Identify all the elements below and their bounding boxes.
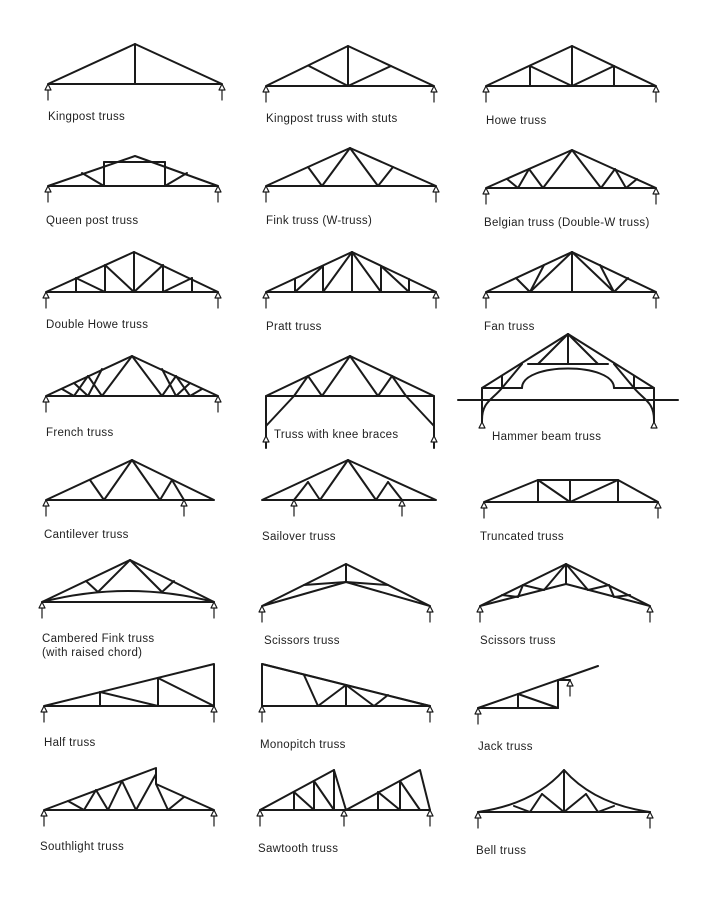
truss-sailover (258, 456, 498, 556)
truss-label: Jack truss (478, 741, 533, 753)
cambered-fink-truss-drawing (38, 556, 238, 636)
truss-monopitch (258, 660, 498, 760)
truss-belgian (478, 146, 718, 246)
truncated-truss-drawing (478, 456, 678, 536)
truss-sawtooth (254, 766, 494, 866)
bell-truss-drawing (474, 766, 674, 846)
truss-label: Scissors truss (264, 635, 340, 647)
half-truss-drawing (38, 660, 238, 740)
truss-label: Belgian truss (Double-W truss) (484, 217, 650, 229)
truss-bell (474, 766, 714, 866)
truss-label: Fink truss (W-truss) (266, 215, 373, 227)
pratt-truss-drawing (258, 250, 458, 330)
fan-truss-drawing (478, 250, 678, 330)
truss-label: Kingpost truss (48, 111, 126, 123)
truss-label: Fan truss (484, 321, 535, 333)
truss-truncated (478, 456, 718, 556)
truss-label: Truss with knee braces (274, 429, 399, 441)
french-truss-drawing (38, 354, 238, 434)
truss-scissors-1 (258, 560, 498, 660)
truss-label: Bell truss (476, 845, 527, 857)
truss-label: Kingpost truss with stuts (266, 113, 398, 125)
truss-label: Cantilever truss (44, 529, 129, 541)
truss-label: Sailover truss (262, 531, 336, 543)
truss-queen-post (38, 146, 278, 246)
truss-label: Queen post truss (46, 215, 139, 227)
truss-label: Monopitch truss (260, 739, 346, 751)
truss-jack (474, 662, 714, 762)
scissors-truss-2-drawing (478, 560, 678, 640)
truss-label: Southlight truss (40, 841, 125, 853)
truss-label: Half truss (44, 737, 96, 749)
truss-kingpost (38, 36, 278, 136)
truss-label: Double Howe truss (46, 319, 149, 331)
sailover-truss-drawing (258, 456, 458, 536)
jack-truss-drawing (474, 662, 674, 742)
truss-cantilever (38, 456, 278, 556)
kingpost-struts-truss-drawing (258, 38, 458, 118)
truss-label: Cambered Fink truss (42, 633, 155, 645)
truss-label: Sawtooth truss (258, 843, 339, 855)
howe-truss-drawing (478, 38, 678, 118)
truss-cambered-fink (38, 556, 278, 666)
hammer-beam-truss-drawing (458, 330, 680, 440)
truss-scissors-2 (478, 560, 718, 660)
kingpost-truss-drawing (38, 36, 238, 116)
truss-label: Pratt truss (266, 321, 322, 333)
belgian-truss-drawing (478, 146, 678, 226)
truss-french (38, 354, 278, 454)
truss-label: Scissors truss (480, 635, 556, 647)
monopitch-truss-drawing (258, 660, 458, 740)
truss-half (38, 660, 278, 760)
truss-label: Truncated truss (480, 531, 564, 543)
truss-howe (478, 38, 718, 138)
truss-kingpost-struts (258, 38, 498, 138)
sawtooth-truss-drawing (254, 766, 454, 846)
truss-label-line2: (with raised chord) (42, 647, 143, 659)
truss-southlight (38, 766, 278, 866)
truss-label: Howe truss (486, 115, 547, 127)
truss-double-howe (38, 250, 278, 350)
cantilever-truss-drawing (38, 456, 238, 536)
southlight-truss-drawing (38, 766, 238, 846)
scissors-truss-1-drawing (258, 560, 458, 640)
truss-fink (258, 146, 498, 246)
truss-label: French truss (46, 427, 114, 439)
truss-label: Hammer beam truss (492, 431, 602, 443)
truss-hammer-beam (458, 330, 698, 450)
